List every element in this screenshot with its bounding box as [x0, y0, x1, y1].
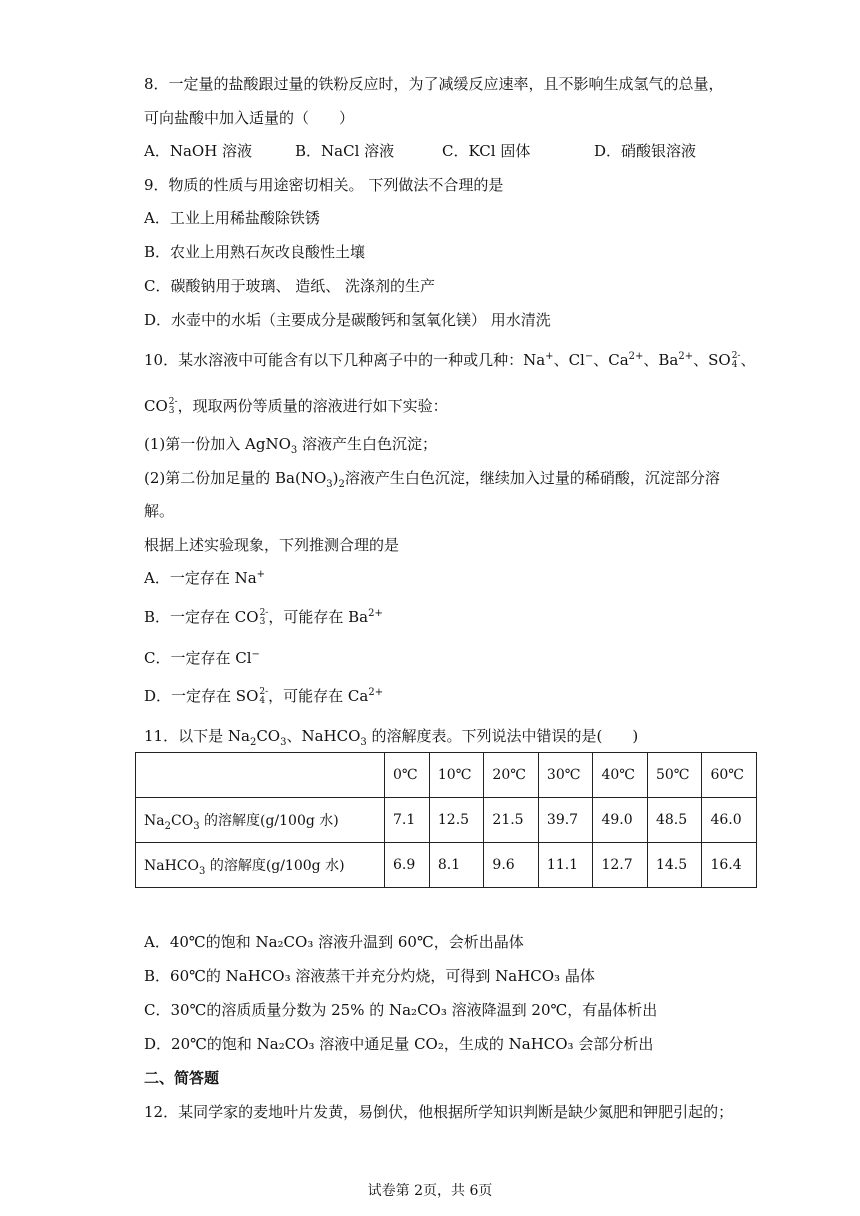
table-cell: 11.1: [538, 843, 593, 888]
q11-option-c: C．30℃的溶质质量分数为 25% 的 Na₂CO₃ 溶液降温到 20℃，有晶体析出: [144, 1001, 658, 1019]
q10-conclusion: 根据上述实验现象，下列推测合理的是: [144, 536, 400, 554]
table-cell: 14.5: [647, 843, 702, 888]
q10-experiment-2-cont: 解。: [144, 502, 175, 520]
q10-experiment-2: (2)第二份加足量的 $Ba(NO_3)_2$溶液产生白色沉淀，继续加入过量的稀硝酸，沉淀部分溶: [144, 469, 720, 490]
q8-line1: 8．一定量的盐酸跟过量的铁粉反应时，为了减缓反应速率，且不影响生成氢气的总量，: [144, 75, 724, 93]
table-cell: 48.5: [647, 798, 702, 843]
table-cell: 16.4: [702, 843, 757, 888]
row-label-na2co3: $Na_2CO_3$ 的溶解度(g/100g 水): [136, 798, 385, 843]
q8-option-a: A．NaOH 溶液: [144, 142, 253, 160]
q8-option-b: B．NaCl 溶液: [295, 142, 395, 160]
q10-stem-line2: CO 2- 3 ，现取两份等质量的溶液进行如下实验：: [144, 397, 448, 416]
q8-option-c: C．KCl 固体: [442, 142, 531, 160]
q9-option-d: D．水壶中的水垢（主要成分是碳酸钙和氢氧化镁） 用水清洗: [144, 311, 551, 329]
table-header-row: [136, 753, 757, 798]
q11-option-a: A．40℃的饱和 Na₂CO₃ 溶液升温到 60℃，会析出晶体: [144, 933, 524, 951]
table-cell: 8.1: [429, 843, 484, 888]
table-cell: 12.5: [429, 798, 484, 843]
temp-60: 60℃: [702, 753, 757, 798]
page-footer: 试卷第 2页，共 6页: [367, 1183, 493, 1199]
q10-option-c: C．一定存在 Cl−: [144, 649, 260, 667]
row-label-nahco3: NaHCO$_3$ 的溶解度(g/100g 水): [136, 843, 385, 888]
q9-option-a: A．工业上用稀盐酸除铁锈: [144, 209, 320, 227]
table-cell: 39.7: [538, 798, 593, 843]
table-cell: 7.1: [385, 798, 430, 843]
table-cell: 46.0: [702, 798, 757, 843]
solubility-table: [135, 752, 757, 888]
q10-experiment-1: (1)第一份加入 AgNO$_3$ 溶液产生白色沉淀；: [144, 435, 438, 456]
q10-option-b: B．一定存在 CO 2- 3 ，可能存在 $Ba^{2+}$: [144, 608, 383, 627]
q10-option-a: A．一定存在 Na+: [144, 569, 266, 587]
table-row: [136, 843, 757, 888]
q11-option-d: D．20℃的饱和 Na₂CO₃ 溶液中通足量 CO₂，生成的 NaHCO₃ 会部分析出: [144, 1035, 654, 1053]
temp-40: 40℃: [593, 753, 648, 798]
q11-stem: 11．以下是 $Na_2CO_3$、NaHCO$_3$ 的溶解度表。下列说法中错误的是( ): [144, 727, 639, 748]
q8-option-d: D．硝酸银溶液: [594, 142, 697, 160]
q9-stem: 9．物质的性质与用途密切相关。 下列做法不合理的是: [144, 176, 504, 194]
q12-stem: 12．某同学家的麦地叶片发黄，易倒伏，他根据所学知识判断是缺少氮肥和钾肥引起的；: [144, 1103, 734, 1121]
table-corner-cell: [136, 753, 385, 798]
section-heading: 二、简答题: [144, 1069, 220, 1087]
table-cell: 12.7: [593, 843, 648, 888]
q9-option-c: C．碳酸钠用于玻璃、 造纸、 洗涤剂的生产: [144, 277, 436, 295]
table-cell: 6.9: [385, 843, 430, 888]
temp-30: 30℃: [538, 753, 593, 798]
table-row: [136, 798, 757, 843]
table-cell: 21.5: [484, 798, 539, 843]
q10-stem-line1: 10．某水溶液中可能含有以下几种离子中的一种或几种：Na+、Cl−、$Ca^{2+}$、$Ba^{2+}$、SO 2- 4 、: [144, 351, 756, 370]
temp-50: 50℃: [647, 753, 702, 798]
temp-20: 20℃: [484, 753, 539, 798]
temp-10: 10℃: [429, 753, 484, 798]
q8-line2: 可向盐酸中加入适量的（ ）: [144, 109, 355, 127]
q9-option-b: B．农业上用熟石灰改良酸性土壤: [144, 243, 366, 261]
q11-option-b: B．60℃的 NaHCO₃ 溶液蒸干并充分灼烧，可得到 NaHCO₃ 晶体: [144, 967, 595, 985]
table-cell: 9.6: [484, 843, 539, 888]
q10-option-d: D．一定存在 SO 2- 4 ，可能存在 $Ca^{2+}$: [144, 687, 384, 706]
table-cell: 49.0: [593, 798, 648, 843]
temp-0: 0℃: [385, 753, 430, 798]
